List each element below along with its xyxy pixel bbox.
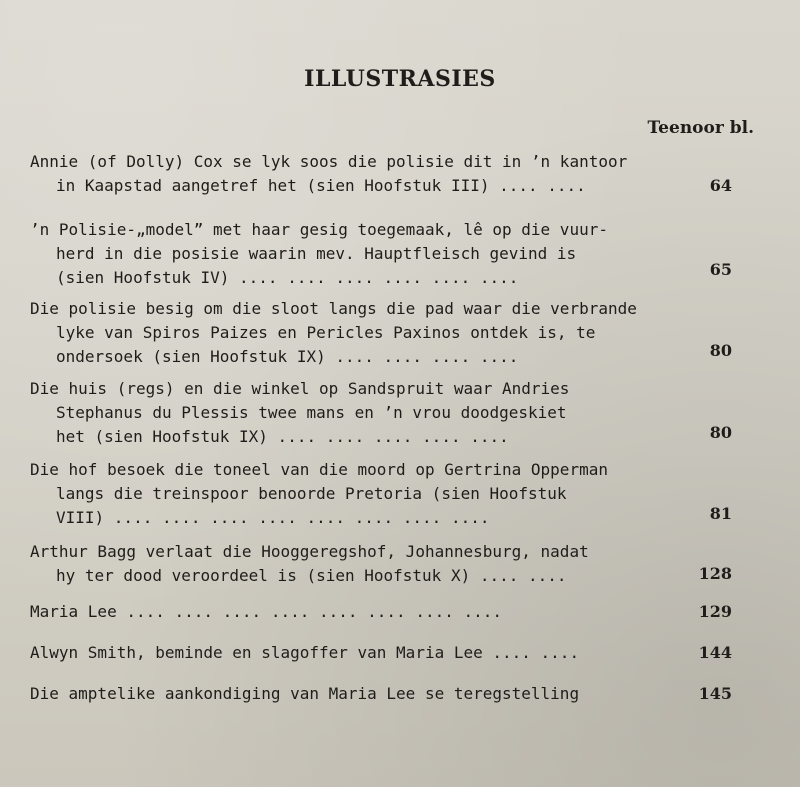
list-item (30, 682, 730, 706)
entry-line: herd in die posisie waarin mev. Hauptfleisch gevind is (56, 244, 577, 263)
list-item (30, 540, 730, 588)
list-item (30, 218, 730, 290)
entry-line: het (sien Hoofstuk IX) .... .... .... .... .... (56, 427, 509, 446)
page-number: 65 (709, 260, 732, 279)
entry-line: in Kaapstad aangetref het (sien Hoofstuk III) .... .... (56, 176, 586, 195)
page-number: 144 (698, 643, 732, 662)
page-number: 145 (698, 684, 732, 703)
page-title: ILLUSTRASIES (304, 66, 496, 92)
entry-line: Maria Lee .... .... .... .... .... .... .... .... (30, 602, 503, 621)
entry-line: ’n Polisie-„model” met haar gesig toegemaak, lê op die vuur- (30, 220, 608, 239)
list-item (30, 377, 730, 449)
list-item (30, 600, 730, 624)
entry-line: VIII) .... .... .... .... .... .... .... .... (56, 508, 490, 527)
entry-line: Annie (of Dolly) Cox se lyk soos die polisie dit in ’n kantoor (30, 152, 628, 171)
entry-line: lyke van Spiros Paizes en Pericles Paxinos ontdek is, te (56, 323, 596, 342)
entry-line: Alwyn Smith, beminde en slagoffer van Maria Lee .... .... (30, 643, 580, 662)
entry-line: Die amptelike aankondiging van Maria Lee se teregstelling (30, 684, 580, 703)
page-number: 64 (709, 176, 732, 195)
page-number: 80 (709, 423, 732, 442)
entry-line: Die huis (regs) en die winkel op Sandspruit waar Andries (30, 379, 570, 398)
entry-line: Die hof besoek die toneel van die moord op Gertrina Opperman (30, 460, 608, 479)
column-header: Teenoor bl. (647, 118, 754, 138)
entry-line: Arthur Bagg verlaat die Hooggeregshof, Johannesburg, nadat (30, 542, 589, 561)
page-number: 128 (698, 564, 732, 583)
entry-line: (sien Hoofstuk IV) .... .... .... .... .... .... (56, 268, 519, 287)
entry-line: Die polisie besig om die sloot langs die pad waar die verbrande (30, 299, 637, 318)
entry-line: Stephanus du Plessis twee mans en ’n vrou doodgeskiet (56, 403, 567, 422)
page-number: 129 (698, 602, 732, 621)
entry-line: hy ter dood veroordeel is (sien Hoofstuk X) .... .... (56, 566, 567, 585)
page-number: 80 (709, 341, 732, 360)
list-item (30, 641, 730, 665)
list-item (30, 150, 730, 198)
entry-line: ondersoek (sien Hoofstuk IX) .... .... .... .... (56, 347, 519, 366)
list-item (30, 458, 730, 530)
page-number: 81 (709, 504, 732, 523)
list-item (30, 297, 730, 369)
entry-line: langs die treinspoor benoorde Pretoria (sien Hoofstuk (56, 484, 567, 503)
